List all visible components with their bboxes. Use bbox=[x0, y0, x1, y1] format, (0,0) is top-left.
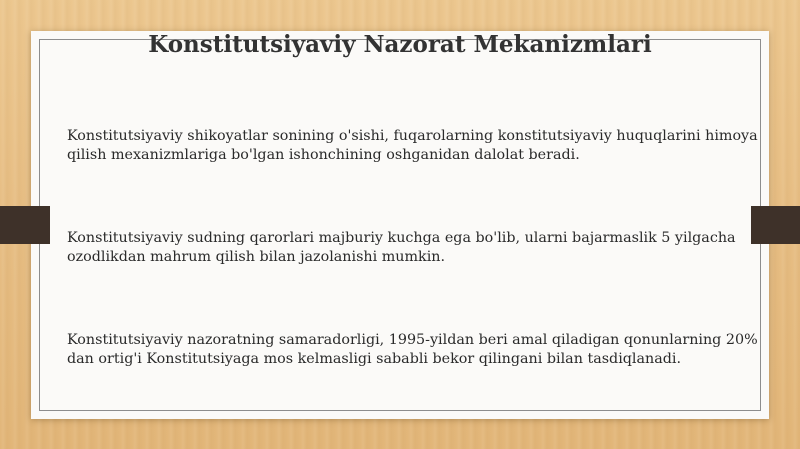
paragraph-2: Konstitutsiyaviy sudning qarorlari majburiy kuchga ega bo'lib, ularni bajarmaslik 5 yilgacha ozodlikdan mahrum qilish bilan jazolanishi mumkin. bbox=[67, 230, 736, 265]
paragraph-3: Konstitutsiyaviy nazoratning samaradorligi, 1995-yildan beri amal qiladigan qonunlarning 20% dan ortig'i Konstitutsiyaga mos kelmasligi sababli bekor qilingani bilan tasdiqlanadi. bbox=[67, 332, 758, 367]
left-decorative-tab bbox=[0, 206, 50, 244]
paragraph-1: Konstitutsiyaviy shikoyatlar sonining o'sishi, fuqarolarning konstitutsiyaviy huquqlarini himoya qilish mexanizmlariga bo'lgan ishonchining oshganidan dalolat beradi. bbox=[67, 128, 758, 163]
slide-title: Konstitutsiyaviy Nazorat Mekanizmlari bbox=[148, 31, 652, 58]
